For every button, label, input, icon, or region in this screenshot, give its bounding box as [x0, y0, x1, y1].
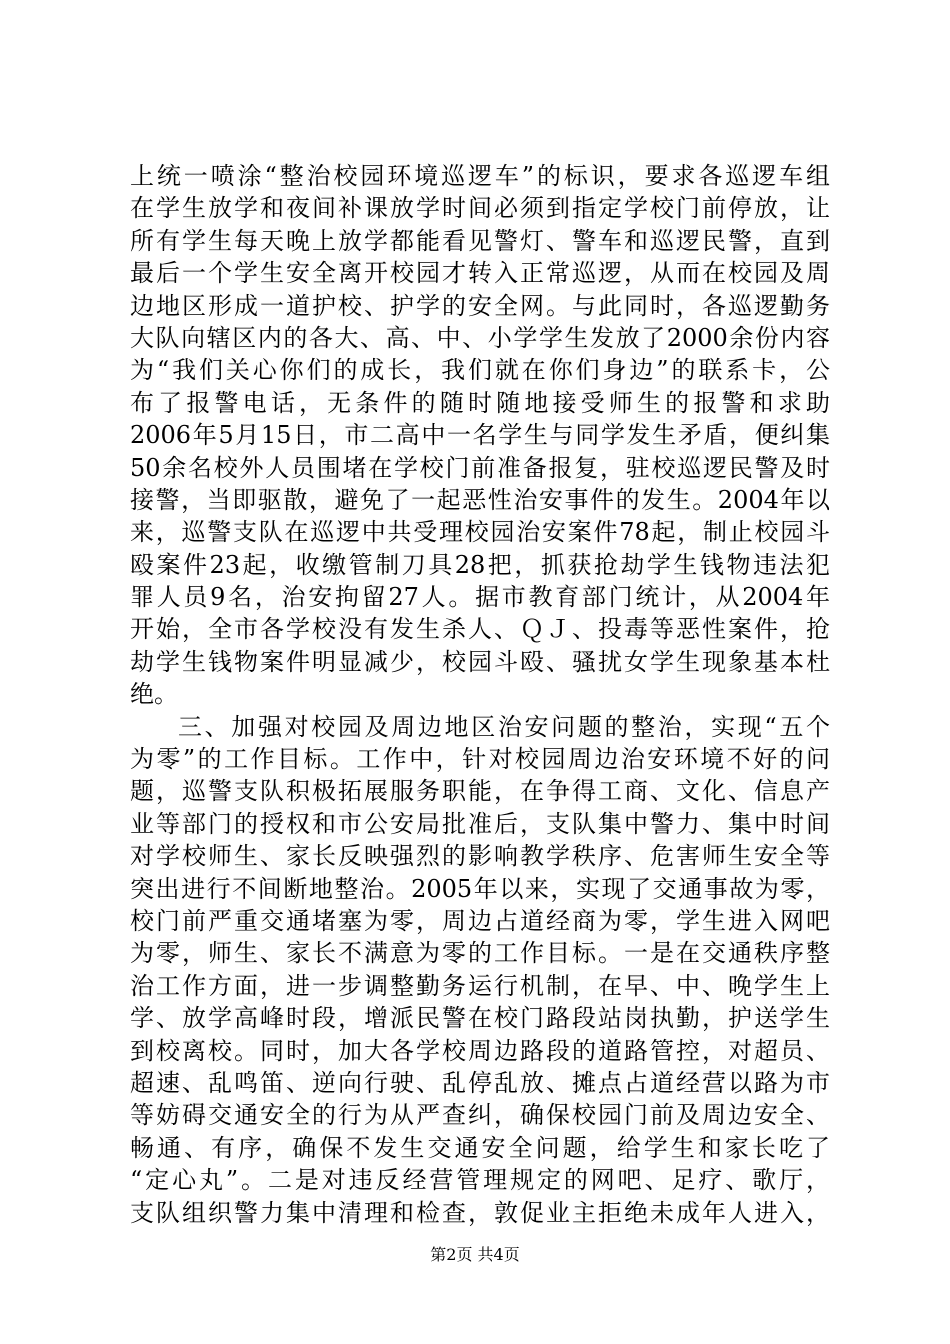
text-line: 畅通、有序，确保不发生交通安全问题，给学生和家长吃了 — [130, 1133, 830, 1162]
text-line: 对学校师生、家长反映强烈的影响教学秩序、危害师生安全等 — [130, 842, 830, 871]
text-line: 到校离校。同时，加大各学校周边路段的道路管控，对超员、 — [130, 1036, 830, 1065]
text-line: 殴案件23起，收缴管制刀具28把，抓获抢劫学生钱物违法犯 — [130, 550, 830, 579]
text-line: 为零，师生、家长不满意为零的工作目标。一是在交通秩序整 — [130, 939, 830, 968]
text-line: 劫学生钱物案件明显减少，校园斗殴、骚扰女学生现象基本杜 — [130, 647, 830, 676]
text-line: 来，巡警支队在巡逻中共受理校园治安案件78起，制止校园斗 — [130, 518, 830, 547]
text-line: 最后一个学生安全离开校园才转入正常巡逻，从而在校园及周 — [130, 259, 830, 288]
text-line: “定心丸”。二是对违反经营管理规定的网吧、足疗、歌厅， — [130, 1166, 830, 1195]
text-line: 在学生放学和夜间补课放学时间必须到指定学校门前停放，让 — [130, 194, 830, 223]
text-line: 为“我们关心你们的成长，我们就在你们身边”的联系卡，公 — [130, 356, 830, 385]
text-line: 为零”的工作目标。工作中，针对校园周边治安环境不好的问 — [130, 745, 830, 774]
body-text — [130, 160, 830, 1229]
page-number-label: 第2页 共4页 — [430, 1245, 520, 1264]
text-line: 布了报警电话，无条件的随时随地接受师生的报警和求助 — [130, 388, 830, 417]
text-line: 题，巡警支队积极拓展服务职能，在争得工商、文化、信息产 — [130, 777, 830, 806]
text-line: 开始，全市各学校没有发生杀人、ＱＪ、投毒等恶性案件，抢 — [130, 615, 830, 644]
text-line: 学、放学高峰时段，增派民警在校门路段站岗执勤，护送学生 — [130, 1004, 830, 1033]
text-line: 三、加强对校园及周边地区治安问题的整治，实现“五个 — [178, 712, 830, 741]
text-line: 边地区形成一道护校、护学的安全网。与此同时，各巡逻勤务 — [130, 291, 830, 320]
text-line: 大队向辖区内的各大、高、中、小学学生发放了2000余份内容 — [130, 323, 830, 352]
text-line: 上统一喷涂“整治校园环境巡逻车”的标识，要求各巡逻车组 — [130, 162, 830, 190]
text-line: 罪人员9名，治安拘留27人。据市教育部门统计，从2004年 — [130, 583, 830, 612]
text-line: 校门前严重交通堵塞为零，周边占道经商为零，学生进入网吧 — [130, 906, 830, 935]
text-line: 50余名校外人员围堵在学校门前准备报复，驻校巡逻民警及时 — [130, 453, 830, 482]
text-line: 接警，当即驱散，避免了一起恶性治安事件的发生。2004年以 — [130, 485, 830, 514]
text-line: 所有学生每天晚上放学都能看见警灯、警车和巡逻民警，直到 — [130, 226, 830, 255]
text-line: 超速、乱鸣笛、逆向行驶、乱停乱放、摊点占道经营以路为市 — [130, 1068, 830, 1097]
text-line: 绝。 — [130, 680, 178, 709]
text-line: 支队组织警力集中清理和检查，敦促业主拒绝未成年人进入， — [130, 1198, 830, 1227]
text-line: 2006年5月15日，市二高中一名学生与同学发生矛盾，便纠集 — [130, 421, 830, 450]
text-line: 突出进行不间断地整治。2005年以来，实现了交通事故为零， — [130, 874, 830, 903]
text-line: 等妨碍交通安全的行为从严查纠，确保校园门前及周边安全、 — [130, 1101, 830, 1130]
text-line: 治工作方面，进一步调整勤务运行机制，在早、中、晚学生上 — [130, 971, 830, 1000]
text-line: 业等部门的授权和市公安局批准后，支队集中警力、集中时间 — [130, 809, 830, 838]
page-footer — [0, 1243, 950, 1267]
